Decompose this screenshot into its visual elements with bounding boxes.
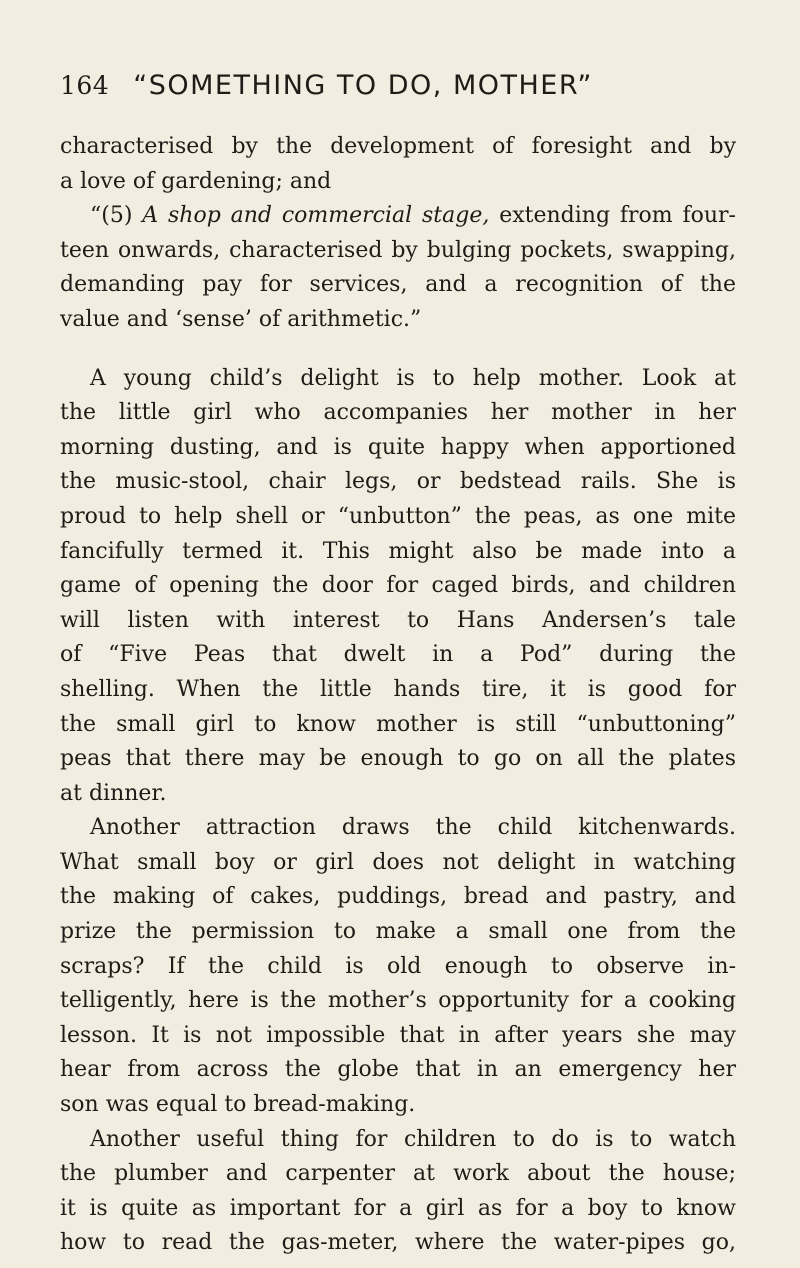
text-line: scraps? If the child is old enough to observe in- <box>60 953 736 979</box>
text-line: shelling. When the little hands tire, it is good for <box>60 676 736 702</box>
text-line: game of opening the door for caged birds, and children <box>60 573 736 599</box>
text-fragment: extending from four- <box>489 203 736 229</box>
text-line: how to read the gas-meter, where the water-pipes go, <box>60 1230 736 1256</box>
text-line: A young child’s delight is to help mother. Look at <box>90 365 736 391</box>
text-line: hear from across the globe that in an emergency her <box>60 1057 736 1083</box>
text-line: What small boy or girl does not delight in watching <box>60 849 736 875</box>
text-line: peas that there may be enough to go on all the plates <box>60 746 736 772</box>
text-line: value and ‘sense’ of arithmetic.” <box>60 306 422 332</box>
body-text <box>60 130 736 1261</box>
text-line: the making of cakes, puddings, bread and pastry, and <box>60 884 736 910</box>
text-line: at dinner. <box>60 780 167 806</box>
text-line: Another attraction draws the child kitchenwards. <box>90 815 736 841</box>
text-line: the little girl who accompanies her mother in her <box>60 400 736 426</box>
text-line: the music-stool, chair legs, or bedstead rails. She is <box>60 469 736 495</box>
text-line: fancifully termed it. This might also be made into a <box>60 538 736 564</box>
text-line: Another useful thing for children to do is to watch <box>90 1126 736 1152</box>
italic-phrase: A shop and commercial stage, <box>142 203 490 229</box>
text-line: the small girl to know mother is still “unbuttoning” <box>60 711 736 737</box>
text-line: it is quite as important for a girl as for a boy to know <box>60 1195 736 1221</box>
text-line: the plumber and carpenter at work about the house; <box>60 1161 736 1187</box>
text-fragment: “(5) <box>90 203 143 229</box>
text-line: lesson. It is not impossible that in after years she may <box>60 1022 736 1048</box>
text-line: will listen with interest to Hans Andersen’s tale <box>60 607 736 633</box>
text-line: demanding pay for services, and a recognition of the <box>60 272 736 298</box>
text-line: morning dusting, and is quite happy when apportioned <box>60 434 736 460</box>
paragraph-gap <box>60 338 736 362</box>
text-line: of “Five Peas that dwelt in a Pod” during the <box>60 642 736 668</box>
text-line: son was equal to bread-making. <box>60 1092 416 1118</box>
page-header <box>60 70 736 110</box>
page-number: 164 <box>60 71 110 100</box>
text-line: teen onwards, characterised by bulging pockets, swapping, <box>60 237 736 263</box>
text-line: a love of gardening; and <box>60 168 332 194</box>
text-line: proud to help shell or “unbutton” the peas, as one mite <box>60 503 736 529</box>
text-line: characterised by the development of foresight and by <box>60 134 736 159</box>
text-line: telligently, here is the mother’s opportunity for a cooking <box>60 988 736 1014</box>
running-title: “SOMETHING TO DO, MOTHER” <box>133 70 593 101</box>
text-line: prize the permission to make a small one from the <box>60 919 736 945</box>
text-line <box>60 199 736 234</box>
